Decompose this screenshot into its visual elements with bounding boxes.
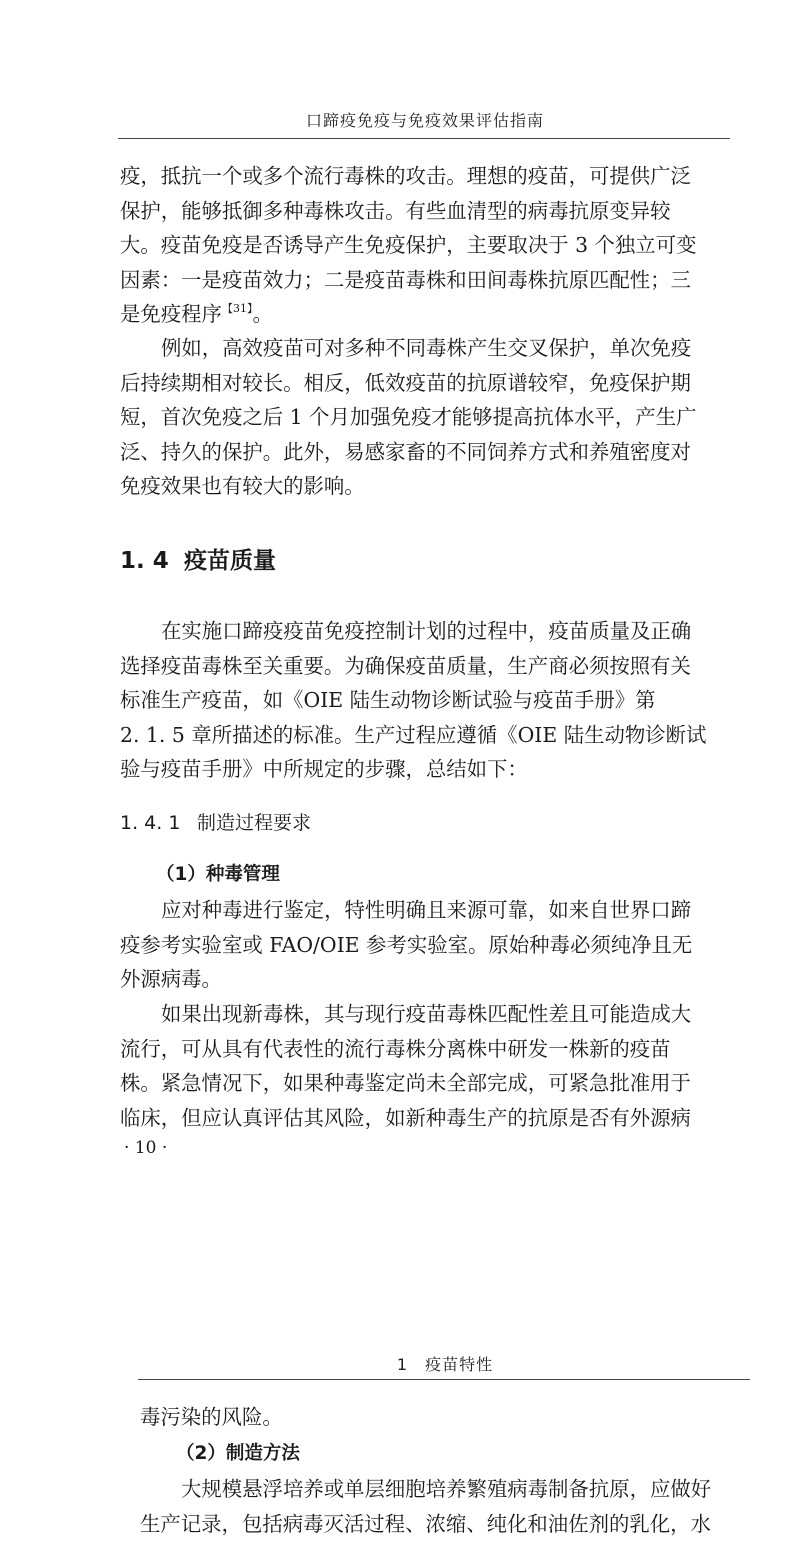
paragraph [120, 893, 692, 997]
section-title: 疫苗质量 [184, 548, 276, 574]
page-number: · 10 · [124, 1138, 168, 1158]
text-line: 外源病毒。 [120, 967, 222, 991]
text-line: 选择疫苗毒株至关重要。为确保疫苗质量，生产商必须按照有关 [120, 653, 691, 678]
subsection-number: 1. 4. 1 [120, 812, 181, 834]
text-line: 2. 1. 5 章所描述的标准。生产过程应遵循《OIE 陆生动物诊断试 [120, 722, 707, 747]
subsection-heading [120, 808, 311, 835]
header-rule [138, 1379, 750, 1380]
paragraph [120, 997, 691, 1135]
paragraph-continued [140, 1400, 283, 1435]
text-line: 在实施口蹄疫疫苗免疫控制计划的过程中，疫苗质量及正确 [161, 619, 692, 643]
item-heading: （1）种毒管理 [156, 864, 280, 885]
section-heading [120, 542, 276, 575]
text-line: 生产记录，包括病毒灭活过程、浓缩、纯化和油佐剂的乳化，水 [140, 1511, 711, 1536]
text-line: 株。紧急情况下，如果种毒鉴定尚未全部完成，可紧急批准用于 [120, 1071, 691, 1095]
text-line [120, 297, 696, 332]
text-line: 保护，能够抵御多种毒株攻击。有些血清型的病毒抗原变异较 [120, 198, 671, 223]
text-line: 例如，高效疫苗可对多种不同毒株产生交叉保护，单次免疫 [161, 336, 692, 360]
paragraph [120, 331, 696, 504]
text-line: 验与疫苗手册》中所规定的步骤，总结如下： [120, 757, 528, 781]
header-rule [118, 138, 730, 139]
citation-ref: 【31】 [221, 302, 253, 315]
text-line: 大规模悬浮培养或单层细胞培养繁殖病毒制备抗原，应做好 [181, 1477, 712, 1501]
paragraph [120, 614, 706, 787]
paragraph-continued [120, 159, 696, 332]
text-fragment: 。 [252, 302, 273, 326]
text-line: 短，首次免疫之后 1 个月加强免疫才能够提高抗体水平，产生广 [120, 405, 697, 429]
text-line: 如果出现新毒株，其与现行疫苗毒株匹配性差且可能造成大 [161, 1002, 692, 1026]
text-line: 免疫效果也有较大的影响。 [120, 474, 365, 498]
text-line: 应对种毒进行鉴定，特性明确且来源可靠，如来自世界口蹄 [161, 898, 692, 922]
item-heading: （2）制造方法 [176, 1443, 300, 1464]
text-line: 疫，抵抗一个或多个流行毒株的攻击。理想的疫苗，可提供广泛 [120, 164, 691, 188]
subsection-title: 制造过程要求 [197, 812, 312, 834]
text-line: 毒污染的风险。 [140, 1405, 283, 1429]
text-fragment: 是免疫程序 [120, 302, 222, 326]
text-line: 大。疫苗免疫是否诱导产生免疫保护，主要取决于 3 个独立可变 [120, 233, 697, 257]
section-number: 1. 4 [120, 548, 169, 574]
running-head: 1 疫苗特性 [396, 1355, 494, 1374]
running-head: 口蹄疫免疫与免疫效果评估指南 [305, 111, 544, 130]
text-line: 因素：一是疫苗效力；二是疫苗毒株和田间毒株抗原匹配性；三 [120, 267, 691, 292]
text-line: 后持续期相对较长。相反，低效疫苗的抗原谱较窄，免疫保护期 [120, 370, 691, 395]
page-11 [0, 1330, 800, 1546]
text-line: 泛、持久的保护。此外，易感家畜的不同饲养方式和养殖密度对 [120, 439, 691, 464]
text-line: 流行，可从具有代表性的流行毒株分离株中研发一株新的疫苗 [120, 1036, 671, 1061]
text-line: 临床，但应认真评估其风险，如新种毒生产的抗原是否有外源病 [120, 1105, 691, 1130]
text-line: 标准生产疫苗，如《OIE 陆生动物诊断试验与疫苗手册》第 [120, 688, 656, 712]
paragraph [140, 1472, 711, 1541]
text-line: 疫参考实验室或 FAO/OIE 参考实验室。原始种毒必须纯净且无 [120, 932, 693, 957]
